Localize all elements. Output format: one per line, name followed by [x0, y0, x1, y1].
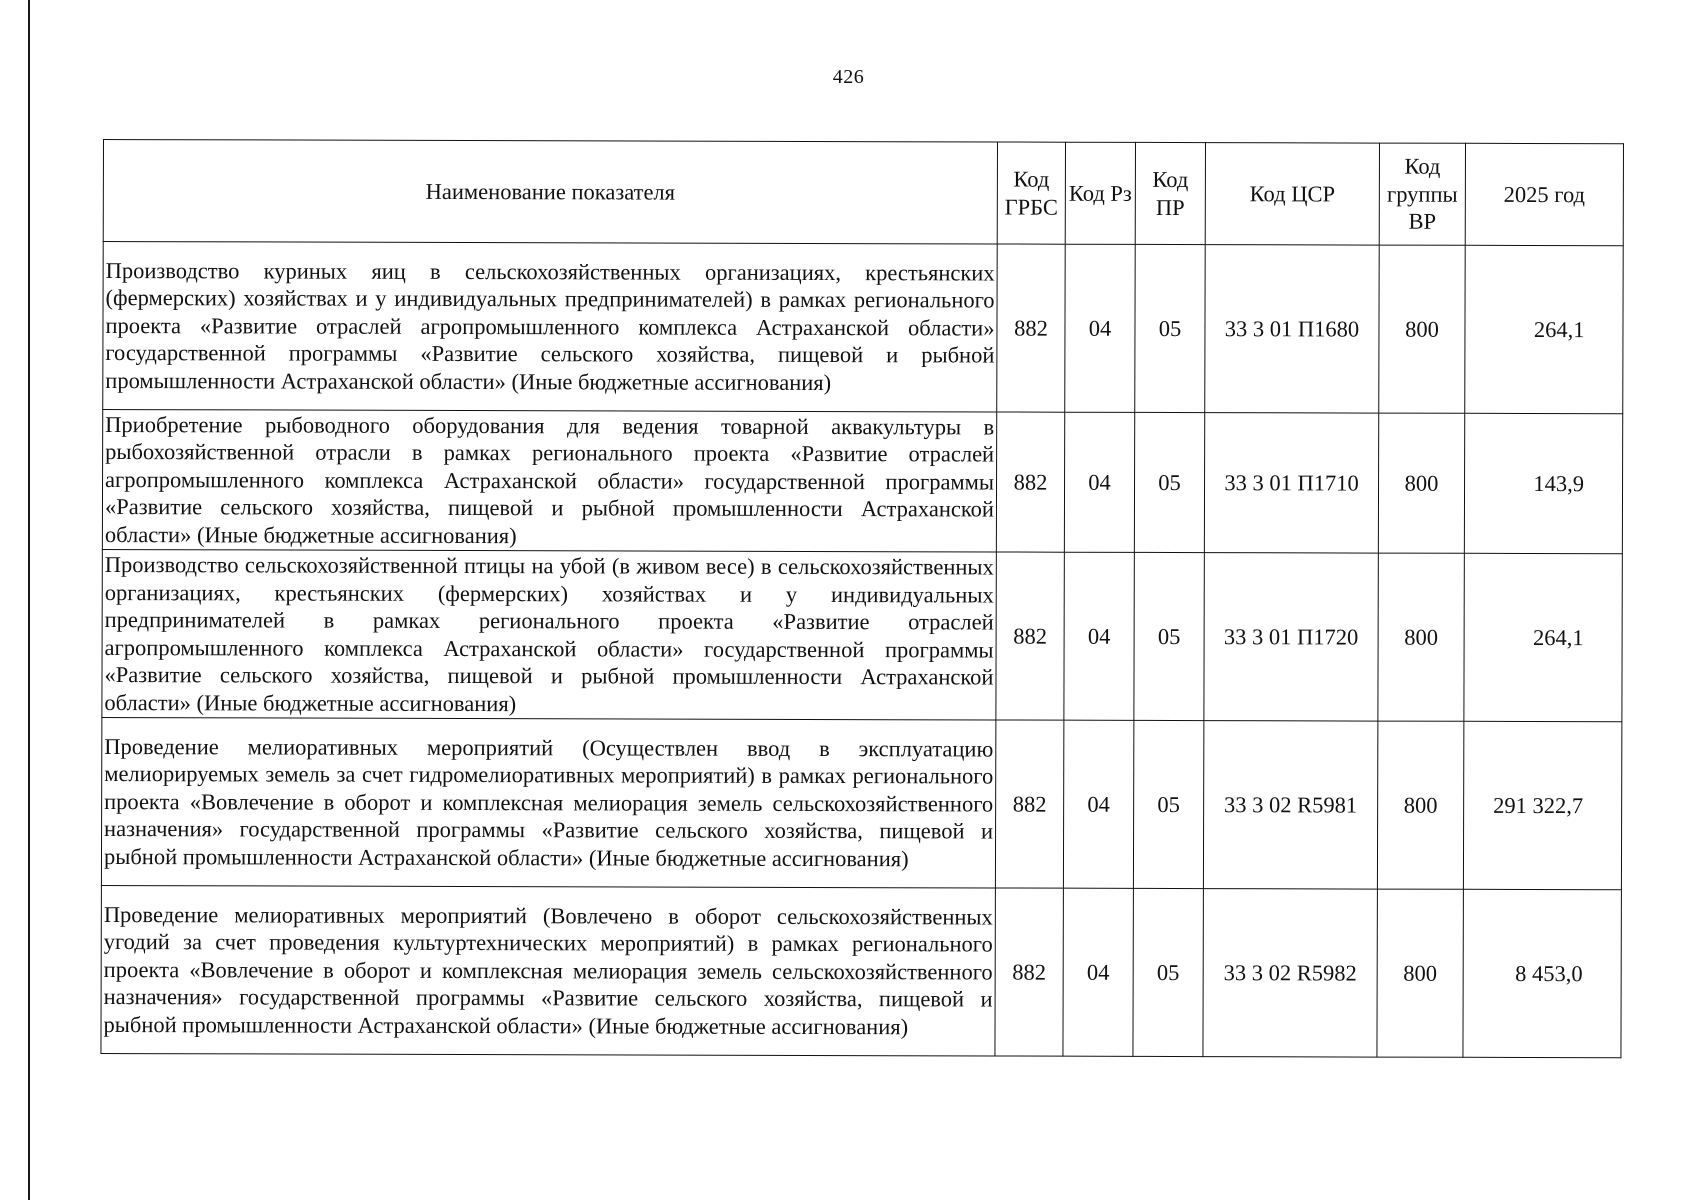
scan-edge-line	[28, 0, 30, 1200]
row-rz: 04	[1063, 888, 1133, 1056]
row-pr: 05	[1133, 720, 1203, 888]
row-rz: 04	[1064, 552, 1134, 720]
header-pr: Код ПР	[1135, 142, 1205, 244]
header-year: 2025 год	[1465, 143, 1623, 245]
row-name: Производство сельскохозяйственной птицы на убой (в живом весе) в сельскохозяйственных организациях, крестьянских (фермерских) хозяйствах и у индивидуальных предпринимателей в рамках регионального проекта «Развитие отраслей агропромышленного комплекса Астраханской области» государственной программы «Развитие сельского хозяйства, пищевой и рыбной промышленности Астраханской области» (Иные бюджетные ассигнования)	[102, 549, 996, 719]
row-amount: 291 322,7	[1463, 721, 1621, 889]
row-vr: 800	[1378, 413, 1464, 553]
header-rz: Код Рз	[1065, 142, 1135, 244]
row-amount: 264,1	[1465, 245, 1623, 413]
row-name: Приобретение рыбоводного оборудования для ведения товарной аквакультуры в рыбохозяйственной отрасли в рамках регионального проекта «Развитие отраслей агропромышленного комплекса Астраханской области» государственной программы «Развитие сельского хозяйства, пищевой и рыбной промышленности Астраханской области» (Иные бюджетные ассигнования)	[102, 410, 996, 552]
table-row	[102, 549, 1622, 721]
row-name: Проведение мелиоративных мероприятий (Осуществлен ввод в эксплуатацию мелиорируемых земель за счет гидромелиоративных мероприятий) в рамках регионального проекта «Вовлечение в оборот и комплексная мелиорация земель сельскохозяйственного назначения» государственной программы «Развитие сельского хозяйства, пищевой и рыбной промышленности Астраханской области» (Иные бюджетные ассигнования)	[101, 717, 995, 887]
row-grbs: 882	[995, 720, 1063, 888]
row-vr: 800	[1378, 553, 1464, 721]
header-vr: Код группы ВР	[1379, 143, 1465, 245]
table-row	[101, 885, 1621, 1057]
row-name: Проведение мелиоративных мероприятий (Вовлечено в оборот сельскохозяйственных угодий за счет проведения культуртехнических мероприятий) в рамках регионального проекта «Вовлечение в оборот и комплексная мелиорация земель сельскохозяйственного назначения» государственной программы «Развитие сельского хозяйства, пищевой и рыбной промышленности Астраханской области» (Иные бюджетные ассигнования)	[101, 885, 995, 1055]
row-name: Производство куриных яиц в сельскохозяйственных организациях, крестьянских (фермерских) хозяйствах и у индивидуальных предпринимателей) в рамках регионального проекта «Развитие отраслей агропромышленного комплекса Астраханской области» государственной программы «Развитие сельского хозяйства, пищевой и рыбной промышленности Астраханской области» (Иные бюджетные ассигнования)	[103, 242, 997, 412]
row-rz: 04	[1065, 244, 1135, 412]
row-vr: 800	[1377, 721, 1463, 889]
row-csr: 33 3 01 П1720	[1204, 553, 1378, 721]
row-grbs: 882	[996, 552, 1064, 720]
page-number: 426	[832, 66, 865, 88]
budget-table	[100, 139, 1624, 1058]
row-vr: 800	[1379, 245, 1465, 413]
row-csr: 33 3 02 R5981	[1203, 721, 1377, 889]
row-csr: 33 3 01 П1710	[1204, 413, 1378, 553]
table-row	[101, 717, 1621, 889]
table-header-row	[103, 140, 1623, 246]
row-grbs: 882	[997, 244, 1065, 412]
row-csr: 33 3 02 R5982	[1203, 889, 1377, 1057]
row-amount: 8 453,0	[1463, 889, 1621, 1057]
row-amount: 143,9	[1464, 413, 1622, 553]
row-grbs: 882	[996, 412, 1064, 552]
row-pr: 05	[1135, 244, 1205, 412]
row-grbs: 882	[995, 888, 1063, 1056]
row-rz: 04	[1064, 412, 1134, 552]
row-pr: 05	[1133, 888, 1203, 1056]
header-name: Наименование показателя	[103, 140, 997, 244]
row-csr: 33 3 01 П1680	[1205, 245, 1379, 413]
row-pr: 05	[1134, 552, 1204, 720]
table-row	[102, 410, 1622, 554]
row-rz: 04	[1063, 720, 1133, 888]
row-amount: 264,1	[1464, 553, 1622, 721]
header-grbs: Код ГРБС	[997, 142, 1065, 244]
row-vr: 800	[1377, 889, 1463, 1057]
table-row	[103, 242, 1623, 414]
row-pr: 05	[1134, 412, 1204, 552]
header-csr: Код ЦСР	[1205, 143, 1379, 245]
